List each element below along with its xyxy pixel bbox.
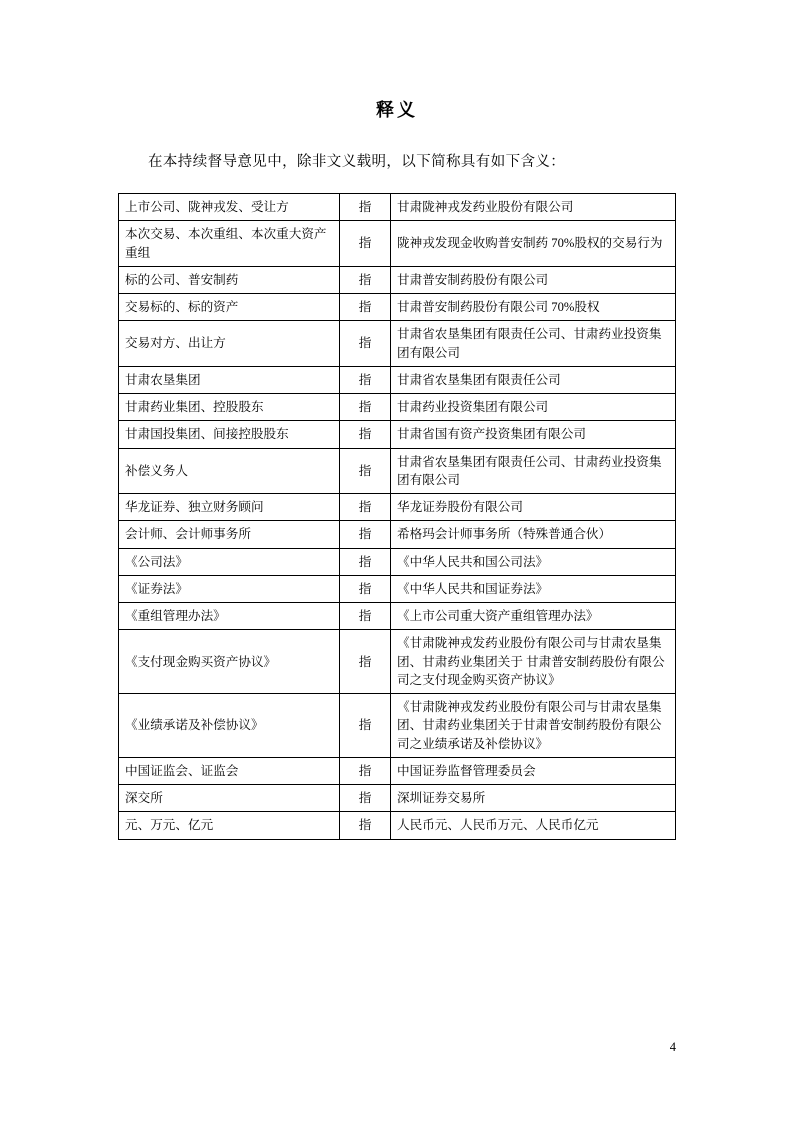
definition-separator: 指 xyxy=(340,321,391,367)
table-row xyxy=(119,812,676,839)
definition-separator: 指 xyxy=(340,630,391,694)
intro-paragraph: 在本持续督导意见中，除非文义载明，以下简称具有如下含义： xyxy=(148,154,566,170)
table-row xyxy=(119,757,676,784)
definition-term: 本次交易、本次重组、本次重大资产重组 xyxy=(119,221,340,267)
definitions-table-body xyxy=(119,194,676,840)
definition-term: 中国证监会、证监会 xyxy=(119,757,340,784)
definition-term: 深交所 xyxy=(119,785,340,812)
table-row xyxy=(119,603,676,630)
definition-meaning: 甘肃普安制药股份有限公司 70%股权 xyxy=(391,294,676,321)
definition-meaning: 甘肃省农垦集团有限责任公司 xyxy=(391,366,676,393)
definition-term: 交易标的、标的资产 xyxy=(119,294,340,321)
definition-separator: 指 xyxy=(340,757,391,784)
definition-separator: 指 xyxy=(340,194,391,221)
table-row xyxy=(119,194,676,221)
definition-meaning: 甘肃省国有资产投资集团有限公司 xyxy=(391,421,676,448)
definition-separator: 指 xyxy=(340,694,391,758)
definition-term: 会计师、会计师事务所 xyxy=(119,521,340,548)
table-row xyxy=(119,394,676,421)
table-row xyxy=(119,366,676,393)
definition-term: 标的公司、普安制药 xyxy=(119,266,340,293)
table-row xyxy=(119,785,676,812)
definition-meaning: 《甘肃陇神戎发药业股份有限公司与甘肃农垦集团、甘肃药业集团关于甘肃普安制药股份有限公司之业绩承诺及补偿协议》 xyxy=(391,694,676,758)
table-row xyxy=(119,521,676,548)
definition-term: 华龙证券、独立财务顾问 xyxy=(119,494,340,521)
definition-separator: 指 xyxy=(340,294,391,321)
definitions-table xyxy=(118,193,676,840)
definition-meaning: 甘肃陇神戎发药业股份有限公司 xyxy=(391,194,676,221)
table-row xyxy=(119,494,676,521)
definition-term: 甘肃农垦集团 xyxy=(119,366,340,393)
definition-term: 《业绩承诺及补偿协议》 xyxy=(119,694,340,758)
table-row xyxy=(119,448,676,494)
definition-term: 《重组管理办法》 xyxy=(119,603,340,630)
table-row xyxy=(119,548,676,575)
definition-meaning: 人民币元、人民币万元、人民币亿元 xyxy=(391,812,676,839)
definition-meaning: 《中华人民共和国证券法》 xyxy=(391,575,676,602)
definition-separator: 指 xyxy=(340,394,391,421)
table-row xyxy=(119,575,676,602)
definition-meaning: 甘肃普安制药股份有限公司 xyxy=(391,266,676,293)
definition-separator: 指 xyxy=(340,421,391,448)
definition-separator: 指 xyxy=(340,812,391,839)
definition-term: 《支付现金购买资产协议》 xyxy=(119,630,340,694)
definition-separator: 指 xyxy=(340,548,391,575)
definition-meaning: 华龙证券股份有限公司 xyxy=(391,494,676,521)
definition-separator: 指 xyxy=(340,603,391,630)
page-content xyxy=(118,0,676,840)
definition-separator: 指 xyxy=(340,521,391,548)
definition-separator: 指 xyxy=(340,221,391,267)
definition-term: 甘肃药业集团、控股股东 xyxy=(119,394,340,421)
table-row xyxy=(119,294,676,321)
definition-term: 甘肃国投集团、间接控股股东 xyxy=(119,421,340,448)
definition-meaning: 甘肃省农垦集团有限责任公司、甘肃药业投资集团有限公司 xyxy=(391,448,676,494)
definition-meaning: 陇神戎发现金收购普安制药 70%股权的交易行为 xyxy=(391,221,676,267)
page-number: 4 xyxy=(669,1040,676,1054)
definition-meaning: 甘肃省农垦集团有限责任公司、甘肃药业投资集团有限公司 xyxy=(391,321,676,367)
definition-meaning: 深圳证券交易所 xyxy=(391,785,676,812)
definition-term: 上市公司、陇神戎发、受让方 xyxy=(119,194,340,221)
definition-separator: 指 xyxy=(340,494,391,521)
table-row xyxy=(119,421,676,448)
table-row xyxy=(119,694,676,758)
definition-term: 交易对方、出让方 xyxy=(119,321,340,367)
definition-term: 元、万元、亿元 xyxy=(119,812,340,839)
table-row xyxy=(119,266,676,293)
definition-term: 《证券法》 xyxy=(119,575,340,602)
definition-meaning: 希格玛会计师事务所（特殊普通合伙） xyxy=(391,521,676,548)
definition-term: 补偿义务人 xyxy=(119,448,340,494)
definition-meaning: 中国证券监督管理委员会 xyxy=(391,757,676,784)
definition-separator: 指 xyxy=(340,785,391,812)
definition-separator: 指 xyxy=(340,266,391,293)
definition-meaning: 《上市公司重大资产重组管理办法》 xyxy=(391,603,676,630)
definition-meaning: 《甘肃陇神戎发药业股份有限公司与甘肃农垦集团、甘肃药业集团关于 甘肃普安制药股份有限公司之支付现金购买资产协议》 xyxy=(391,630,676,694)
table-row xyxy=(119,630,676,694)
definition-separator: 指 xyxy=(340,448,391,494)
definition-separator: 指 xyxy=(340,366,391,393)
page-title: 释义 xyxy=(376,100,418,120)
definition-meaning: 《中华人民共和国公司法》 xyxy=(391,548,676,575)
table-row xyxy=(119,221,676,267)
definition-term: 《公司法》 xyxy=(119,548,340,575)
definition-meaning: 甘肃药业投资集团有限公司 xyxy=(391,394,676,421)
definition-separator: 指 xyxy=(340,575,391,602)
table-row xyxy=(119,321,676,367)
